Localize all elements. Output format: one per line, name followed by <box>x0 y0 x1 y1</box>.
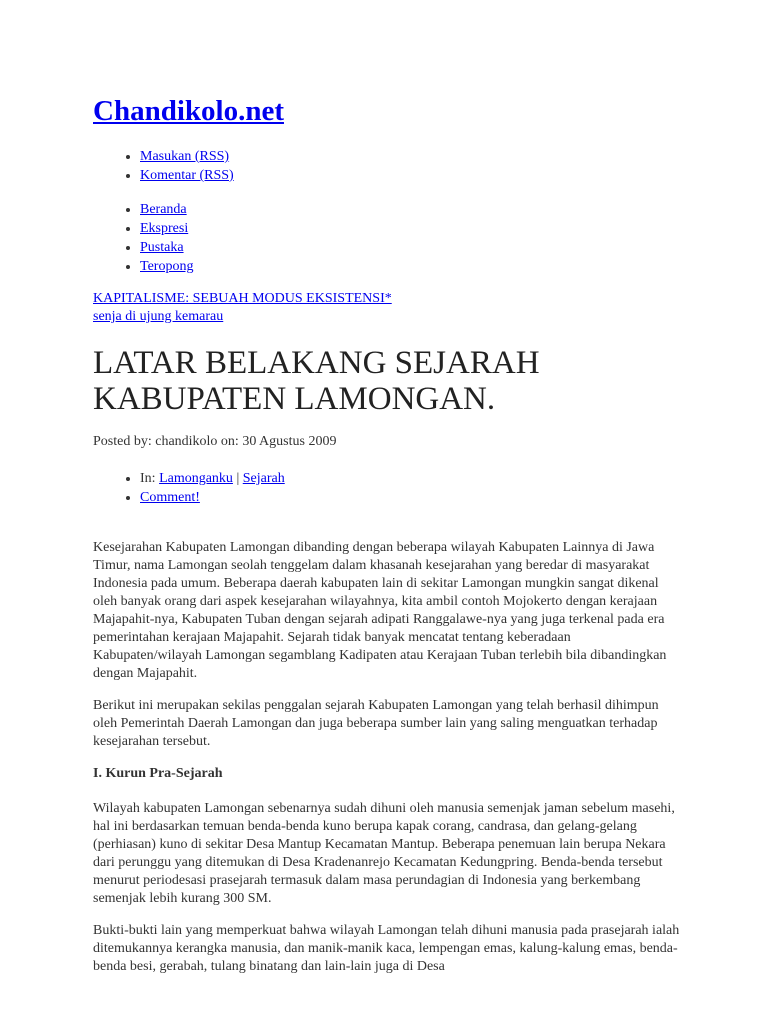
nav-item <box>140 200 193 219</box>
in-label: In: <box>140 471 160 486</box>
feed-comments-link[interactable]: Komentar (RSS) <box>140 168 234 183</box>
next-post-link[interactable]: senja di ujung kemarau <box>93 309 224 324</box>
feed-entries-link[interactable]: Masukan (RSS) <box>140 149 230 164</box>
nav-link-ekspresi[interactable]: Ekspresi <box>140 221 189 236</box>
nav-link-beranda[interactable]: Beranda <box>140 202 187 217</box>
comment-link[interactable]: Comment! <box>140 490 200 505</box>
nav-item <box>140 219 193 238</box>
post-navigation <box>93 290 392 326</box>
main-nav <box>140 200 193 276</box>
post-title-line-2: KABUPATEN LAMONGAN. <box>93 381 496 417</box>
section-heading: I. Kurun Pra-Sejarah <box>93 766 223 781</box>
feed-item <box>140 147 234 166</box>
paragraph: Berikut ini merupakan sekilas penggalan sejarah Kabupaten Lamongan yang telah berhasil dihimpun oleh Pemerintah Daerah Lamongan dan juga beberapa sumber lain yang saling menguatkan terhadap kesejarahan tersebut. <box>93 698 659 749</box>
feed-item <box>140 166 234 185</box>
nav-item <box>140 257 193 276</box>
category-link-sejarah[interactable]: Sejarah <box>242 471 285 486</box>
category-separator: | <box>232 471 243 486</box>
previous-post-link[interactable]: KAPITALISME: SEBUAH MODUS EKSISTENSI* <box>93 291 392 306</box>
category-link-lamonganku[interactable]: Lamonganku <box>159 471 233 486</box>
nav-link-teropong[interactable]: Teropong <box>140 259 194 274</box>
site-title-link[interactable]: Chandikolo.net <box>93 95 284 127</box>
post-meta: Posted by: chandikolo on: 30 Agustus 2009 <box>93 434 337 449</box>
post-title-line-1: LATAR BELAKANG SEJARAH <box>93 345 540 381</box>
nav-link-pustaka[interactable]: Pustaka <box>140 240 184 255</box>
post-content <box>93 539 683 990</box>
feed-links <box>140 147 234 185</box>
paragraph: Bukti-bukti lain yang memperkuat bahwa wilayah Lamongan telah dihuni manusia pada prasejarah ialah ditemukannya kerangka manusia, dan manik-manik kaca, lempengan emas, kalung-kalung emas, benda-benda besi, gerabah, tulang binatang dan lain-lain juga di Desa <box>93 923 680 974</box>
post-title <box>93 345 693 417</box>
paragraph: Kesejarahan Kabupaten Lamongan dibanding dengan beberapa wilayah Kabupaten Lainnya di Jawa Timur, nama Lamongan seolah tenggelam dalam khasanah kesejarahan yang beredar di masyarakat Indonesia pada umum. Beberapa daerah kabupaten lain di sekitar Lamongan mungkin sangat dikenal oleh banyak orang dari aspek kesejarahan wilayahnya, kita ambil contoh Mojokerto dengan kerajaan Majapahit-nya, Kabupaten Tuban dengan sejarah adipati Ranggalawe-nya yang juga terkenal pada era pemerintahan kerajaan Majapahit. Sejarah tidak banyak mencatat tentang keberadaan Kabupaten/wilayah Lamongan segamblang Kadipaten atau Kerajaan Tuban terlebih bila dibandingkan dengan Majapahit. <box>93 540 667 681</box>
categories-item <box>140 469 285 488</box>
nav-item <box>140 238 193 257</box>
site-title <box>93 92 284 130</box>
paragraph: Wilayah kabupaten Lamongan sebenarnya sudah dihuni oleh manusia semenjak jaman sebelum masehi, hal ini berdasarkan temuan benda-benda kuno berupa kapak corang, candrasa, dan gelang-gelang (perhiasan) kuno di sekitar Desa Mantup Kecamatan Mantup. Beberapa penemuan lain berupa Nekara dari perunggu yang ditemukan di Desa Kradenanrejo Kecamatan Kedungpring. Benda-benda tersebut menurut periodesasi prasejarah termasuk dalam masa perundagian di Indonesia yang berkembang semenjak lebih kurang 300 SM. <box>93 801 675 906</box>
post-categories <box>140 469 285 507</box>
comment-item <box>140 488 285 507</box>
